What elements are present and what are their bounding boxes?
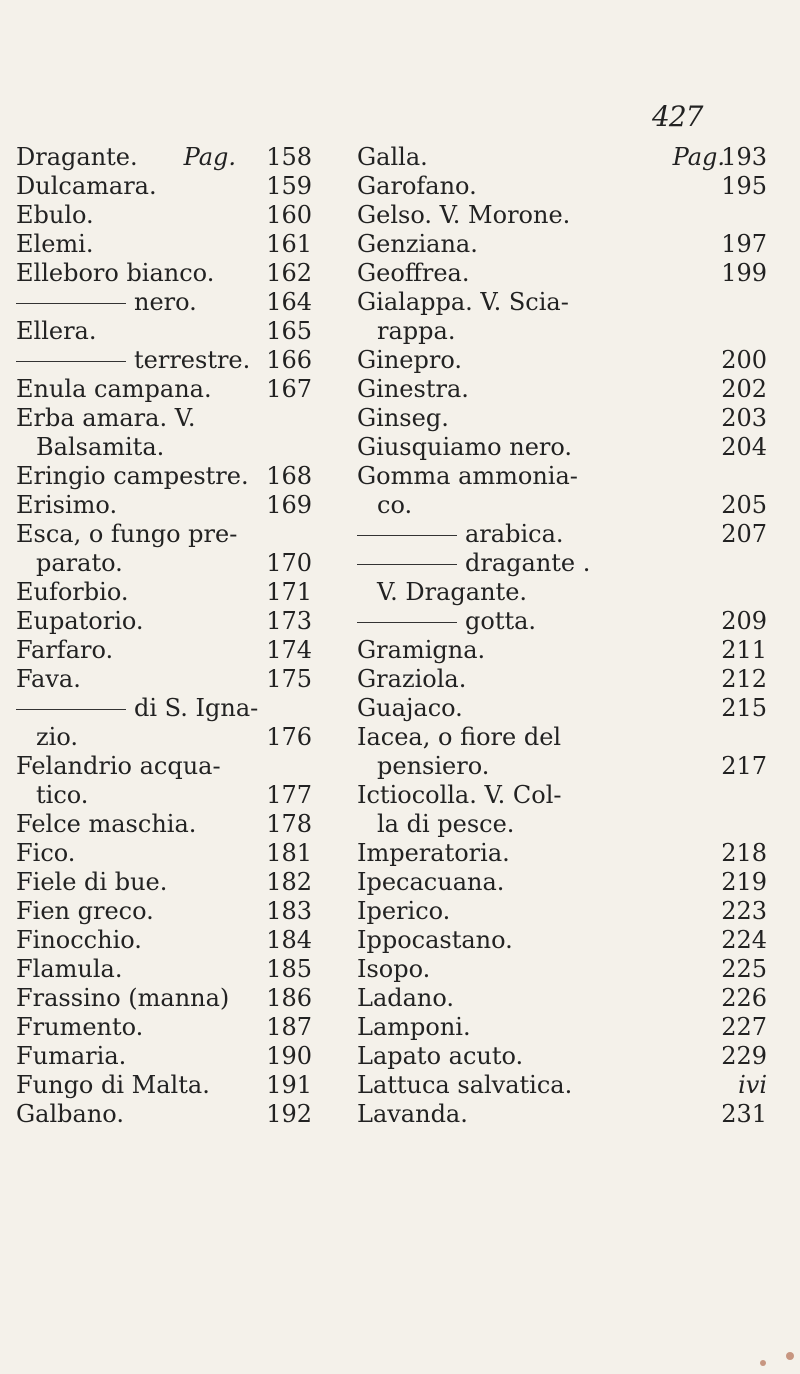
entry-term	[16, 665, 81, 694]
index-entry	[357, 694, 773, 723]
entry-term	[357, 897, 450, 926]
index-entry	[357, 781, 773, 810]
ditto-dash	[16, 303, 126, 304]
entry-term	[357, 694, 463, 723]
index-entry	[16, 984, 316, 1013]
pag-label: Pag.	[672, 143, 725, 171]
entry-term	[36, 549, 123, 578]
entry-page-number: 183	[266, 897, 312, 925]
entry-term	[357, 375, 469, 404]
entry-term-text: Felce maschia.	[16, 810, 197, 838]
entry-term	[16, 1013, 143, 1042]
index-entry	[16, 462, 316, 491]
index-entry	[16, 1042, 316, 1071]
entry-term	[377, 491, 412, 520]
index-entry	[357, 143, 773, 172]
ditto-dash	[357, 564, 457, 565]
entry-term-text: Graziola.	[357, 665, 467, 693]
entry-page-number: 169	[266, 491, 312, 519]
entry-term-text: Ippocastano.	[357, 926, 513, 954]
entry-term-text: nero.	[134, 288, 197, 316]
entry-page-number: 200	[721, 346, 767, 374]
entry-page-number: 199	[721, 259, 767, 287]
entry-term	[16, 636, 113, 665]
entry-term-text: Frumento.	[16, 1013, 144, 1041]
entry-term-text: Farfaro.	[16, 636, 114, 664]
entry-term-text: Esca, o fungo pre-	[16, 520, 238, 548]
index-entry	[357, 375, 773, 404]
entry-term	[16, 607, 144, 636]
entry-term-text: Fungo di Malta.	[16, 1071, 210, 1099]
entry-term	[357, 462, 578, 491]
entry-page-number: 171	[266, 578, 312, 606]
entry-page-number: 162	[266, 259, 312, 287]
entry-term	[357, 549, 590, 578]
index-entry	[357, 1071, 773, 1100]
index-entry	[357, 491, 773, 520]
entry-term-text: Fico.	[16, 839, 76, 867]
entry-term-text: Ictiocolla. V. Col-	[357, 781, 562, 809]
entry-term	[16, 172, 157, 201]
entry-term	[16, 868, 167, 897]
entry-page-number: 161	[266, 230, 312, 258]
entry-term-text: Elleboro bianco.	[16, 259, 215, 287]
ditto-dash	[357, 622, 457, 623]
entry-page-number: 165	[266, 317, 312, 345]
index-entry	[357, 201, 773, 230]
index-entry	[16, 317, 316, 346]
entry-term-text: Felandrio acqua-	[16, 752, 221, 780]
entry-term-text: dragante .	[465, 549, 591, 577]
entry-term	[16, 955, 122, 984]
entry-term	[16, 491, 117, 520]
entry-page-number: 178	[266, 810, 312, 838]
index-entry	[357, 404, 773, 433]
index-entry	[16, 520, 316, 549]
entry-term	[16, 810, 196, 839]
entry-term	[16, 752, 221, 781]
entry-term-text: Dulcamara.	[16, 172, 157, 200]
entry-term	[16, 404, 195, 433]
entry-page-number: 227	[721, 1013, 767, 1041]
entry-term-text: co.	[377, 491, 413, 519]
entry-page-number: 160	[266, 201, 312, 229]
index-entry	[16, 143, 316, 172]
entry-term-text: Lavanda.	[357, 1100, 468, 1128]
index-entry	[357, 288, 773, 317]
entry-term	[377, 752, 489, 781]
entry-term-text: tico.	[36, 781, 89, 809]
entry-term-text: Guajaco.	[357, 694, 463, 722]
entry-term-text: zio.	[36, 723, 78, 751]
entry-term-text: Eupatorio.	[16, 607, 144, 635]
entry-term-text: Frassino (manna)	[16, 984, 230, 1012]
entry-term-text: terrestre.	[134, 346, 251, 374]
entry-term	[377, 317, 455, 346]
entry-term-text: Gelso. V. Morone.	[357, 201, 571, 229]
index-entry	[16, 433, 316, 462]
entry-page-number: 218	[721, 839, 767, 867]
entry-term-text: Fien greco.	[16, 897, 154, 925]
index-entry	[357, 1013, 773, 1042]
entry-page-number: 185	[266, 955, 312, 983]
ink-spot	[786, 1352, 794, 1360]
entry-term	[357, 868, 504, 897]
index-entry	[357, 1042, 773, 1071]
index-entry	[16, 201, 316, 230]
index-entry	[16, 549, 316, 578]
entry-term	[16, 259, 214, 288]
entry-term	[357, 404, 449, 433]
index-entry	[16, 1100, 316, 1129]
entry-term-text: Lamponi.	[357, 1013, 471, 1041]
entry-term	[357, 781, 562, 810]
entry-term	[36, 781, 88, 810]
entry-term-text: Elemi.	[16, 230, 94, 258]
entry-page-number: 191	[266, 1071, 312, 1099]
entry-term	[16, 1071, 210, 1100]
index-entry	[16, 926, 316, 955]
entry-term	[357, 201, 570, 230]
entry-term	[357, 839, 510, 868]
index-entry	[357, 462, 773, 491]
entry-page-number: 212	[721, 665, 767, 693]
index-entry	[16, 230, 316, 259]
index-entry	[357, 1100, 773, 1129]
index-entry	[357, 897, 773, 926]
entry-term	[357, 143, 428, 172]
index-entry	[357, 752, 773, 781]
entry-term	[357, 259, 470, 288]
entry-term-text: rappa.	[377, 317, 456, 345]
entry-term	[16, 897, 154, 926]
ditto-dash	[16, 709, 126, 710]
entry-term	[16, 288, 197, 317]
entry-page-number: 202	[721, 375, 767, 403]
entry-term-text: Ginepro.	[357, 346, 462, 374]
entry-term	[16, 143, 138, 172]
entry-page-number: 184	[266, 926, 312, 954]
index-entry	[357, 578, 773, 607]
entry-page-number: 192	[266, 1100, 312, 1128]
entry-page-number: 168	[266, 462, 312, 490]
entry-term-text: Ginestra.	[357, 375, 469, 403]
index-entry	[16, 781, 316, 810]
index-column-right	[357, 143, 773, 1129]
entry-term	[16, 317, 96, 346]
index-entry	[357, 230, 773, 259]
pag-label: Pag.	[183, 143, 236, 171]
index-entry	[16, 868, 316, 897]
index-entry	[357, 636, 773, 665]
entry-term	[16, 1100, 124, 1129]
entry-term-text: Ellera.	[16, 317, 97, 345]
entry-page-number: 225	[721, 955, 767, 983]
entry-term-text: Ladano.	[357, 984, 455, 1012]
entry-term	[16, 520, 237, 549]
index-entry	[357, 723, 773, 752]
entry-page-number: 229	[721, 1042, 767, 1070]
index-entry	[16, 723, 316, 752]
entry-term	[16, 984, 229, 1013]
index-entry	[357, 810, 773, 839]
index-entry	[16, 172, 316, 201]
index-column-left	[16, 143, 316, 1129]
entry-page-number: 204	[721, 433, 767, 461]
index-entry	[16, 607, 316, 636]
entry-term-text: Lapato acuto.	[357, 1042, 524, 1070]
entry-term-text: Fiele di bue.	[16, 868, 168, 896]
entry-term	[357, 607, 536, 636]
entry-term	[16, 1042, 126, 1071]
entry-page-number: 226	[721, 984, 767, 1012]
entry-page-number: 164	[266, 288, 312, 316]
entry-term	[357, 1013, 471, 1042]
index-entry	[16, 955, 316, 984]
entry-term	[357, 955, 430, 984]
entry-term	[357, 346, 462, 375]
entry-term	[357, 723, 561, 752]
entry-page-number: 182	[266, 868, 312, 896]
entry-term-text: gotta.	[465, 607, 537, 635]
entry-term-text: Ebulo.	[16, 201, 94, 229]
entry-term	[357, 1042, 523, 1071]
page-number: 427	[652, 100, 703, 133]
entry-term-text: Dragante.	[16, 143, 138, 171]
entry-term-text: Erisimo.	[16, 491, 118, 519]
entry-term-text: Fumaria.	[16, 1042, 127, 1070]
index-entry	[357, 549, 773, 578]
entry-page-number: 207	[721, 520, 767, 548]
entry-term-text: arabica.	[465, 520, 564, 548]
entry-term-text: Imperatoria.	[357, 839, 510, 867]
entry-page-number: 181	[266, 839, 312, 867]
index-entry	[357, 433, 773, 462]
index-entry	[357, 520, 773, 549]
entry-term-text: Enula campana.	[16, 375, 212, 403]
index-entry	[357, 926, 773, 955]
entry-term	[357, 230, 478, 259]
entry-term	[377, 810, 514, 839]
index-entry	[16, 491, 316, 520]
entry-term	[36, 723, 78, 752]
entry-term	[357, 520, 564, 549]
entry-page-number: 159	[266, 172, 312, 200]
index-entry	[16, 636, 316, 665]
entry-term	[357, 288, 569, 317]
entry-term	[357, 926, 513, 955]
index-entry	[16, 897, 316, 926]
entry-term	[16, 578, 128, 607]
entry-term	[16, 694, 258, 723]
entry-page-number: 175	[266, 665, 312, 693]
entry-page-number: 167	[266, 375, 312, 403]
entry-page-number: 166	[266, 346, 312, 374]
entry-page-number: 174	[266, 636, 312, 664]
index-entry	[16, 1013, 316, 1042]
index-entry	[357, 839, 773, 868]
entry-term-text: Lattuca salvatica.	[357, 1071, 573, 1099]
entry-page-number: 187	[266, 1013, 312, 1041]
entry-term-text: Fava.	[16, 665, 81, 693]
entry-term	[357, 636, 485, 665]
index-entry	[16, 665, 316, 694]
entry-term-text: Ginseg.	[357, 404, 449, 432]
entry-term-text: la di pesce.	[377, 810, 515, 838]
entry-term	[357, 172, 477, 201]
entry-term-text: Euforbio.	[16, 578, 129, 606]
index-entry	[357, 955, 773, 984]
entry-term	[16, 926, 142, 955]
index-entry	[357, 607, 773, 636]
entry-page-number: 223	[721, 897, 767, 925]
entry-page-number: ivi	[738, 1071, 767, 1099]
entry-term-text: Iacea, o fiore del	[357, 723, 562, 751]
entry-page-number: 170	[266, 549, 312, 577]
index-entry	[16, 288, 316, 317]
ink-spot	[760, 1360, 766, 1366]
entry-page-number: 195	[721, 172, 767, 200]
entry-page-number: 158	[266, 143, 312, 171]
ditto-dash	[357, 535, 457, 536]
index-entry	[357, 259, 773, 288]
entry-term-text: Iperico.	[357, 897, 451, 925]
entry-term-text: Eringio campestre.	[16, 462, 249, 490]
entry-page-number: 190	[266, 1042, 312, 1070]
index-entry	[16, 839, 316, 868]
index-entry	[16, 1071, 316, 1100]
entry-page-number: 173	[266, 607, 312, 635]
ditto-dash	[16, 361, 126, 362]
entry-term-text: Geoffrea.	[357, 259, 470, 287]
entry-page-number: 231	[721, 1100, 767, 1128]
entry-page-number: 219	[721, 868, 767, 896]
index-entry	[357, 868, 773, 897]
entry-term	[16, 201, 94, 230]
index-entry	[16, 259, 316, 288]
entry-page-number: 215	[721, 694, 767, 722]
entry-page-number: 203	[721, 404, 767, 432]
entry-term-text: V. Dragante.	[377, 578, 528, 606]
entry-term	[357, 1100, 468, 1129]
entry-term-text: Ipecacuana.	[357, 868, 505, 896]
index-entry	[16, 578, 316, 607]
entry-page-number: 186	[266, 984, 312, 1012]
entry-term-text: Garofano.	[357, 172, 477, 200]
entry-term	[357, 665, 466, 694]
index-entry	[357, 665, 773, 694]
index-entry	[357, 317, 773, 346]
index-entry	[16, 694, 316, 723]
entry-term-text: Finocchio.	[16, 926, 142, 954]
entry-page-number: 224	[721, 926, 767, 954]
entry-term-text: Gomma ammonia-	[357, 462, 578, 490]
index-entry	[16, 375, 316, 404]
entry-page-number: 177	[266, 781, 312, 809]
entry-term-text: Erba amara. V.	[16, 404, 196, 432]
entry-term	[16, 230, 93, 259]
entry-term-text: Flamula.	[16, 955, 123, 983]
index-entry	[16, 810, 316, 839]
index-entry	[16, 752, 316, 781]
entry-page-number: 205	[721, 491, 767, 519]
entry-term-text: di S. Igna-	[134, 694, 259, 722]
entry-term	[16, 839, 75, 868]
entry-term-text: pensiero.	[377, 752, 490, 780]
index-entry	[357, 984, 773, 1013]
entry-term-text: Isopo.	[357, 955, 431, 983]
entry-term-text: Galbano.	[16, 1100, 124, 1128]
entry-page-number: 211	[721, 636, 767, 664]
index-entry	[357, 172, 773, 201]
entry-page-number: 197	[721, 230, 767, 258]
entry-term	[377, 578, 527, 607]
entry-term-text: Gialappa. V. Scia-	[357, 288, 569, 316]
entry-term-text: Giusquiamo nero.	[357, 433, 573, 461]
entry-term-text: Balsamita.	[36, 433, 165, 461]
entry-term	[36, 433, 164, 462]
entry-term	[357, 433, 572, 462]
entry-term	[357, 984, 454, 1013]
entry-term-text: parato.	[36, 549, 123, 577]
entry-term	[16, 375, 212, 404]
entry-term-text: Genziana.	[357, 230, 478, 258]
entry-term	[357, 1071, 572, 1100]
entry-page-number: 176	[266, 723, 312, 751]
index-entry	[16, 346, 316, 375]
entry-page-number: 217	[721, 752, 767, 780]
entry-term-text: Gramigna.	[357, 636, 486, 664]
index-entry	[16, 404, 316, 433]
entry-term	[16, 346, 250, 375]
index-entry	[357, 346, 773, 375]
entry-term	[16, 462, 249, 491]
entry-page-number: 209	[721, 607, 767, 635]
entry-page-number: 193	[721, 143, 767, 171]
entry-term-text: Galla.	[357, 143, 428, 171]
